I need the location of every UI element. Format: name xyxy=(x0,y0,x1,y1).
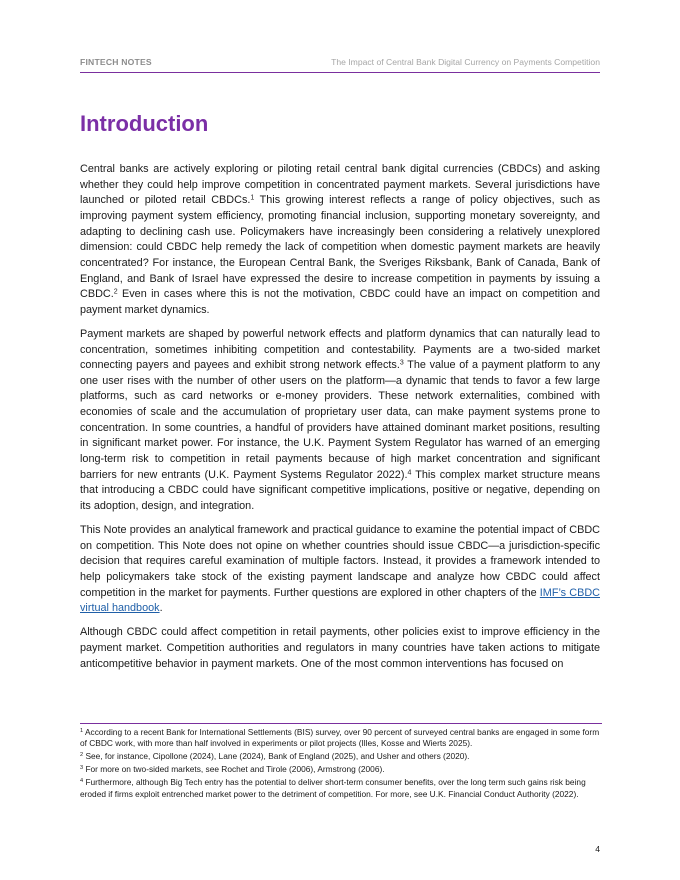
footnote-3: $^3$ For more on two-sided markets, see Rochet and Tirole (2006), Armstrong (2006). xyxy=(80,764,385,775)
footnote-ref-4[interactable]: 4 xyxy=(407,469,412,477)
header-divider xyxy=(80,72,600,73)
footnote-ref-2[interactable]: 2 xyxy=(113,288,118,296)
cbdc-handbook-link[interactable]: IMF’s CBDC virtual handbook xyxy=(80,586,600,615)
body-text xyxy=(80,162,600,681)
footnote-ref-3[interactable]: 3 xyxy=(399,359,404,367)
footnote-4: $^4$ Furthermore, although Big Tech entry has the potential to deliver short-term consumer benefits, over the long term such gains risk being eroded if firms exploit entrenched market power to the detriment of competition. For more, see U.K. Financial Conduct Authority (2022). xyxy=(80,777,586,799)
running-header xyxy=(80,56,600,68)
footnotes xyxy=(80,727,602,802)
footnote-ref-1[interactable]: 1 xyxy=(250,194,255,202)
section-heading: Introduction xyxy=(80,111,209,136)
paragraph-2: Payment markets are shaped by powerful network effects and platform dynamics that can naturally lead to concentration, sometimes inhibiting competition and contestability. Payments are a two-sided market connecting payers and payees and exhibit strong network effects.$^3$ The value of a payment platform to any one user rises with the number of other users on the platform—a dynamic that tends to favor a few large platforms, such as card networks or e-money providers. These network externalities, combined with economies of scale and the accumulation of proprietary user data, can make payment systems prone to concentration. In some countries, a handful of providers have attained dominant market positions, resulting in significant market power. For instance, the U.K. Payment System Regulator has warned of an emerging long-term risk to competition in retail payments because of high market concentration and significant barriers for new entrants (U.K. Payment Systems Regulator 2022).$^4$ This complex market structure means that introducing a CBDC could have significant competitive implications, positive or negative, depending on its adoption, design, and integration. xyxy=(80,327,601,513)
footnote-1: $^1$ According to a recent Bank for International Settlements (BIS) survey, over 90 percent of surveyed central banks are engaged in some form of CBDC work, with more than half involved in experiments or pilot projects (Illes, Kosse and Wierts 2025). xyxy=(80,727,600,749)
paragraph-1: Central banks are actively exploring or piloting retail central bank digital currencies (CBDCs) and asking whether they could help improve competition in concentrated payment markets. Several jurisdictions have launched or piloted retail CBDCs.$^1$ This growing interest reflects a range of policy objectives, such as improving payment system efficiency, promoting financial inclusion, supporting monetary sovereignty, and adapting to declining cash use. Policymakers have increasingly been considering a relatively unexplored dimension: could CBDC help remedy the lack of competition when domestic payment markets are heavily concentrated? For instance, the European Central Bank, the Sveriges Riksbank, Bank of Canada, Bank of England, and Bank of Israel have expressed the desire to increase competition in payments by issuing a CBDC.$^2$ Even in cases where this is not the motivation, CBDC could have an impact on competition and payment market dynamics. xyxy=(80,163,600,316)
running-title: The Impact of Central Bank Digital Currency on Payments Competition xyxy=(331,57,600,67)
paragraph-4: Although CBDC could affect competition in retail payments, other policies exist to improve efficiency in the payment market. Competition authorities and regulators in many countries have taken actions to mitigate anticompetitive behavior in payment markets. One of the most common interventions has focused on xyxy=(80,626,600,670)
paragraph-3: This Note provides an analytical framework and practical guidance to examine the potential impact of CBDC on competition. This Note does not opine on whether countries should issue CBDC—a jurisdiction-specific decision that requires careful examination of multiple factors. Instead, it provides a framework intended to help policymakers take stock of the existing payment landscape and analyze how CBDC could affect competition in the market for payments. Further questions are explored in other chapters of the IMF’s CBDC virtual handbook. xyxy=(80,524,600,615)
series-label: FINTECH NOTES xyxy=(80,57,152,67)
footnote-divider xyxy=(80,723,602,724)
footnote-2: $^2$ See, for instance, Cipollone (2024), Lane (2024), Bank of England (2025), and Usher and others (2020). xyxy=(80,751,470,762)
page-number: 4 xyxy=(595,844,600,854)
